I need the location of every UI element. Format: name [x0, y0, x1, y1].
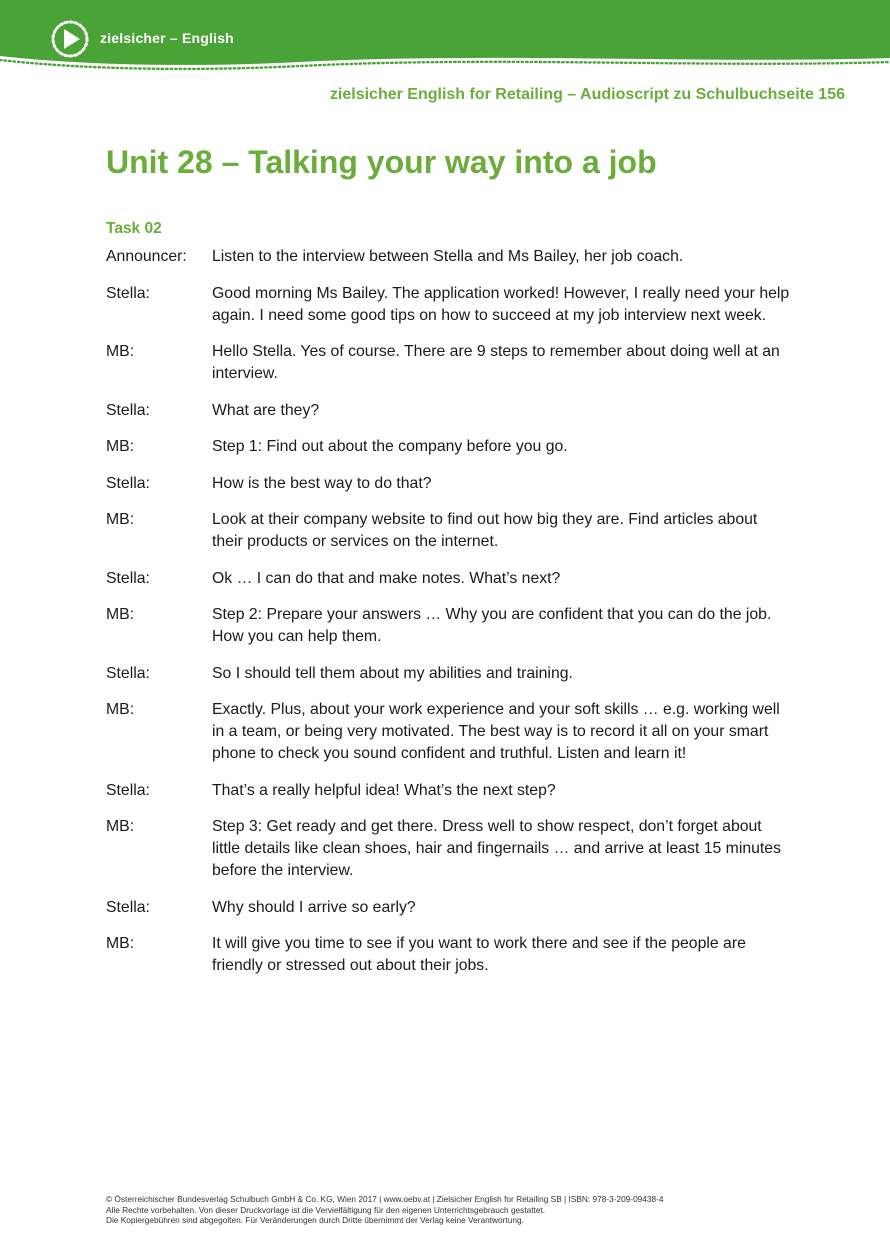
- speaker: MB:: [106, 438, 135, 455]
- dialogue-line: [106, 341, 796, 385]
- speaker: Stella:: [106, 569, 150, 587]
- speaker: Stella:: [106, 664, 150, 682]
- utterance: Hello Stella. Yes of course. There are 9 steps to remember about doing well at an interview.: [212, 343, 780, 382]
- dialogue-line: [106, 816, 796, 882]
- speaker: MB:: [106, 935, 135, 952]
- utterance: Step 3: Get ready and get there. Dress well to show respect, don’t forget about little details like clean shoes, hair and fingernails … and arrive at least 15 minutes before the interview.: [212, 818, 781, 879]
- footer-line: © Österreichischer Bundesverlag Schulbuch GmbH & Co. KG, Wien 2017 | www.oebv.at | Zielsicher English for Retailing SB | ISBN: 978-3-209-09438-4: [106, 1194, 664, 1204]
- speaker: Stella:: [106, 474, 150, 492]
- dialogue-line: [106, 246, 796, 268]
- utterance: Why should I arrive so early?: [212, 898, 416, 916]
- utterance: So I should tell them about my abilities and training.: [212, 664, 573, 682]
- utterance: That’s a really helpful idea! What’s the next step?: [212, 781, 556, 799]
- copyright-footer: [106, 1194, 664, 1226]
- utterance: Good morning Ms Bailey. The application worked! However, I really need your help again. I need some good tips on how to succeed at my job interview next week.: [212, 284, 790, 324]
- footer-line: Alle Rechte vorbehalten. Von dieser Druckvorlage ist die Vervielfältigung für den eigenen Unterrichtsgebrauch gestattet.: [106, 1204, 546, 1215]
- dialogue-line: [106, 568, 796, 590]
- speaker: Stella:: [106, 781, 150, 799]
- speaker: MB:: [106, 818, 135, 835]
- dialogue-line: [106, 699, 796, 765]
- dialogue-line: [106, 897, 796, 919]
- dialogue-line: [106, 933, 796, 977]
- task-label: Task 02: [106, 220, 162, 237]
- dialogue-line: [106, 604, 796, 648]
- dialogue-line: [106, 509, 796, 553]
- dialogue-line: [106, 400, 796, 422]
- utterance: Ok … I can do that and make notes. What’s next?: [212, 569, 561, 587]
- speaker: Stella:: [106, 898, 150, 916]
- dialogue-line: [106, 283, 796, 327]
- utterance: Exactly. Plus, about your work experience and your soft skills … e.g. working well in a team, or being very motivated. The best way is to record it all on your smart phone to check you sound confident and truthful. Listen and learn it!: [212, 701, 780, 762]
- speaker: MB:: [106, 606, 135, 623]
- utterance: Look at their company website to find out how big they are. Find articles about their products or services on the internet.: [212, 511, 758, 550]
- footer-line: Die Kopiergebühren sind abgegolten. Für Veränderungen durch Dritte übernimmt der Verlag keine Verantwortung.: [106, 1215, 524, 1225]
- utterance: Step 1: Find out about the company before you go.: [212, 438, 568, 455]
- utterance: What are they?: [212, 401, 320, 419]
- utterance: Listen to the interview between Stella and Ms Bailey, her job coach.: [212, 248, 684, 265]
- utterance: How is the best way to do that?: [212, 474, 432, 492]
- page-title: Unit 28 – Talking your way into a job: [106, 144, 657, 180]
- speaker: Announcer:: [106, 248, 187, 265]
- dialogue-line: [106, 780, 796, 802]
- speaker: MB:: [106, 511, 135, 528]
- speaker: Stella:: [106, 284, 150, 302]
- speaker: Stella:: [106, 401, 150, 419]
- page-subtitle: zielsicher English for Retailing – Audioscript zu Schulbuchseite 156: [329, 86, 845, 103]
- dialogue-line: [106, 663, 796, 685]
- dialogue-line: [106, 473, 796, 495]
- utterance: It will give you time to see if you want to work there and see if the people are friendly or stressed out about their jobs.: [212, 935, 746, 974]
- dialogue-line: [106, 436, 796, 458]
- speaker: MB:: [106, 343, 135, 360]
- utterance: Step 2: Prepare your answers … Why you are confident that you can do the job. How you can help them.: [212, 606, 772, 645]
- speaker: MB:: [106, 701, 135, 718]
- dialogue: [106, 246, 796, 992]
- brand-name: zielsicher – English: [100, 30, 234, 46]
